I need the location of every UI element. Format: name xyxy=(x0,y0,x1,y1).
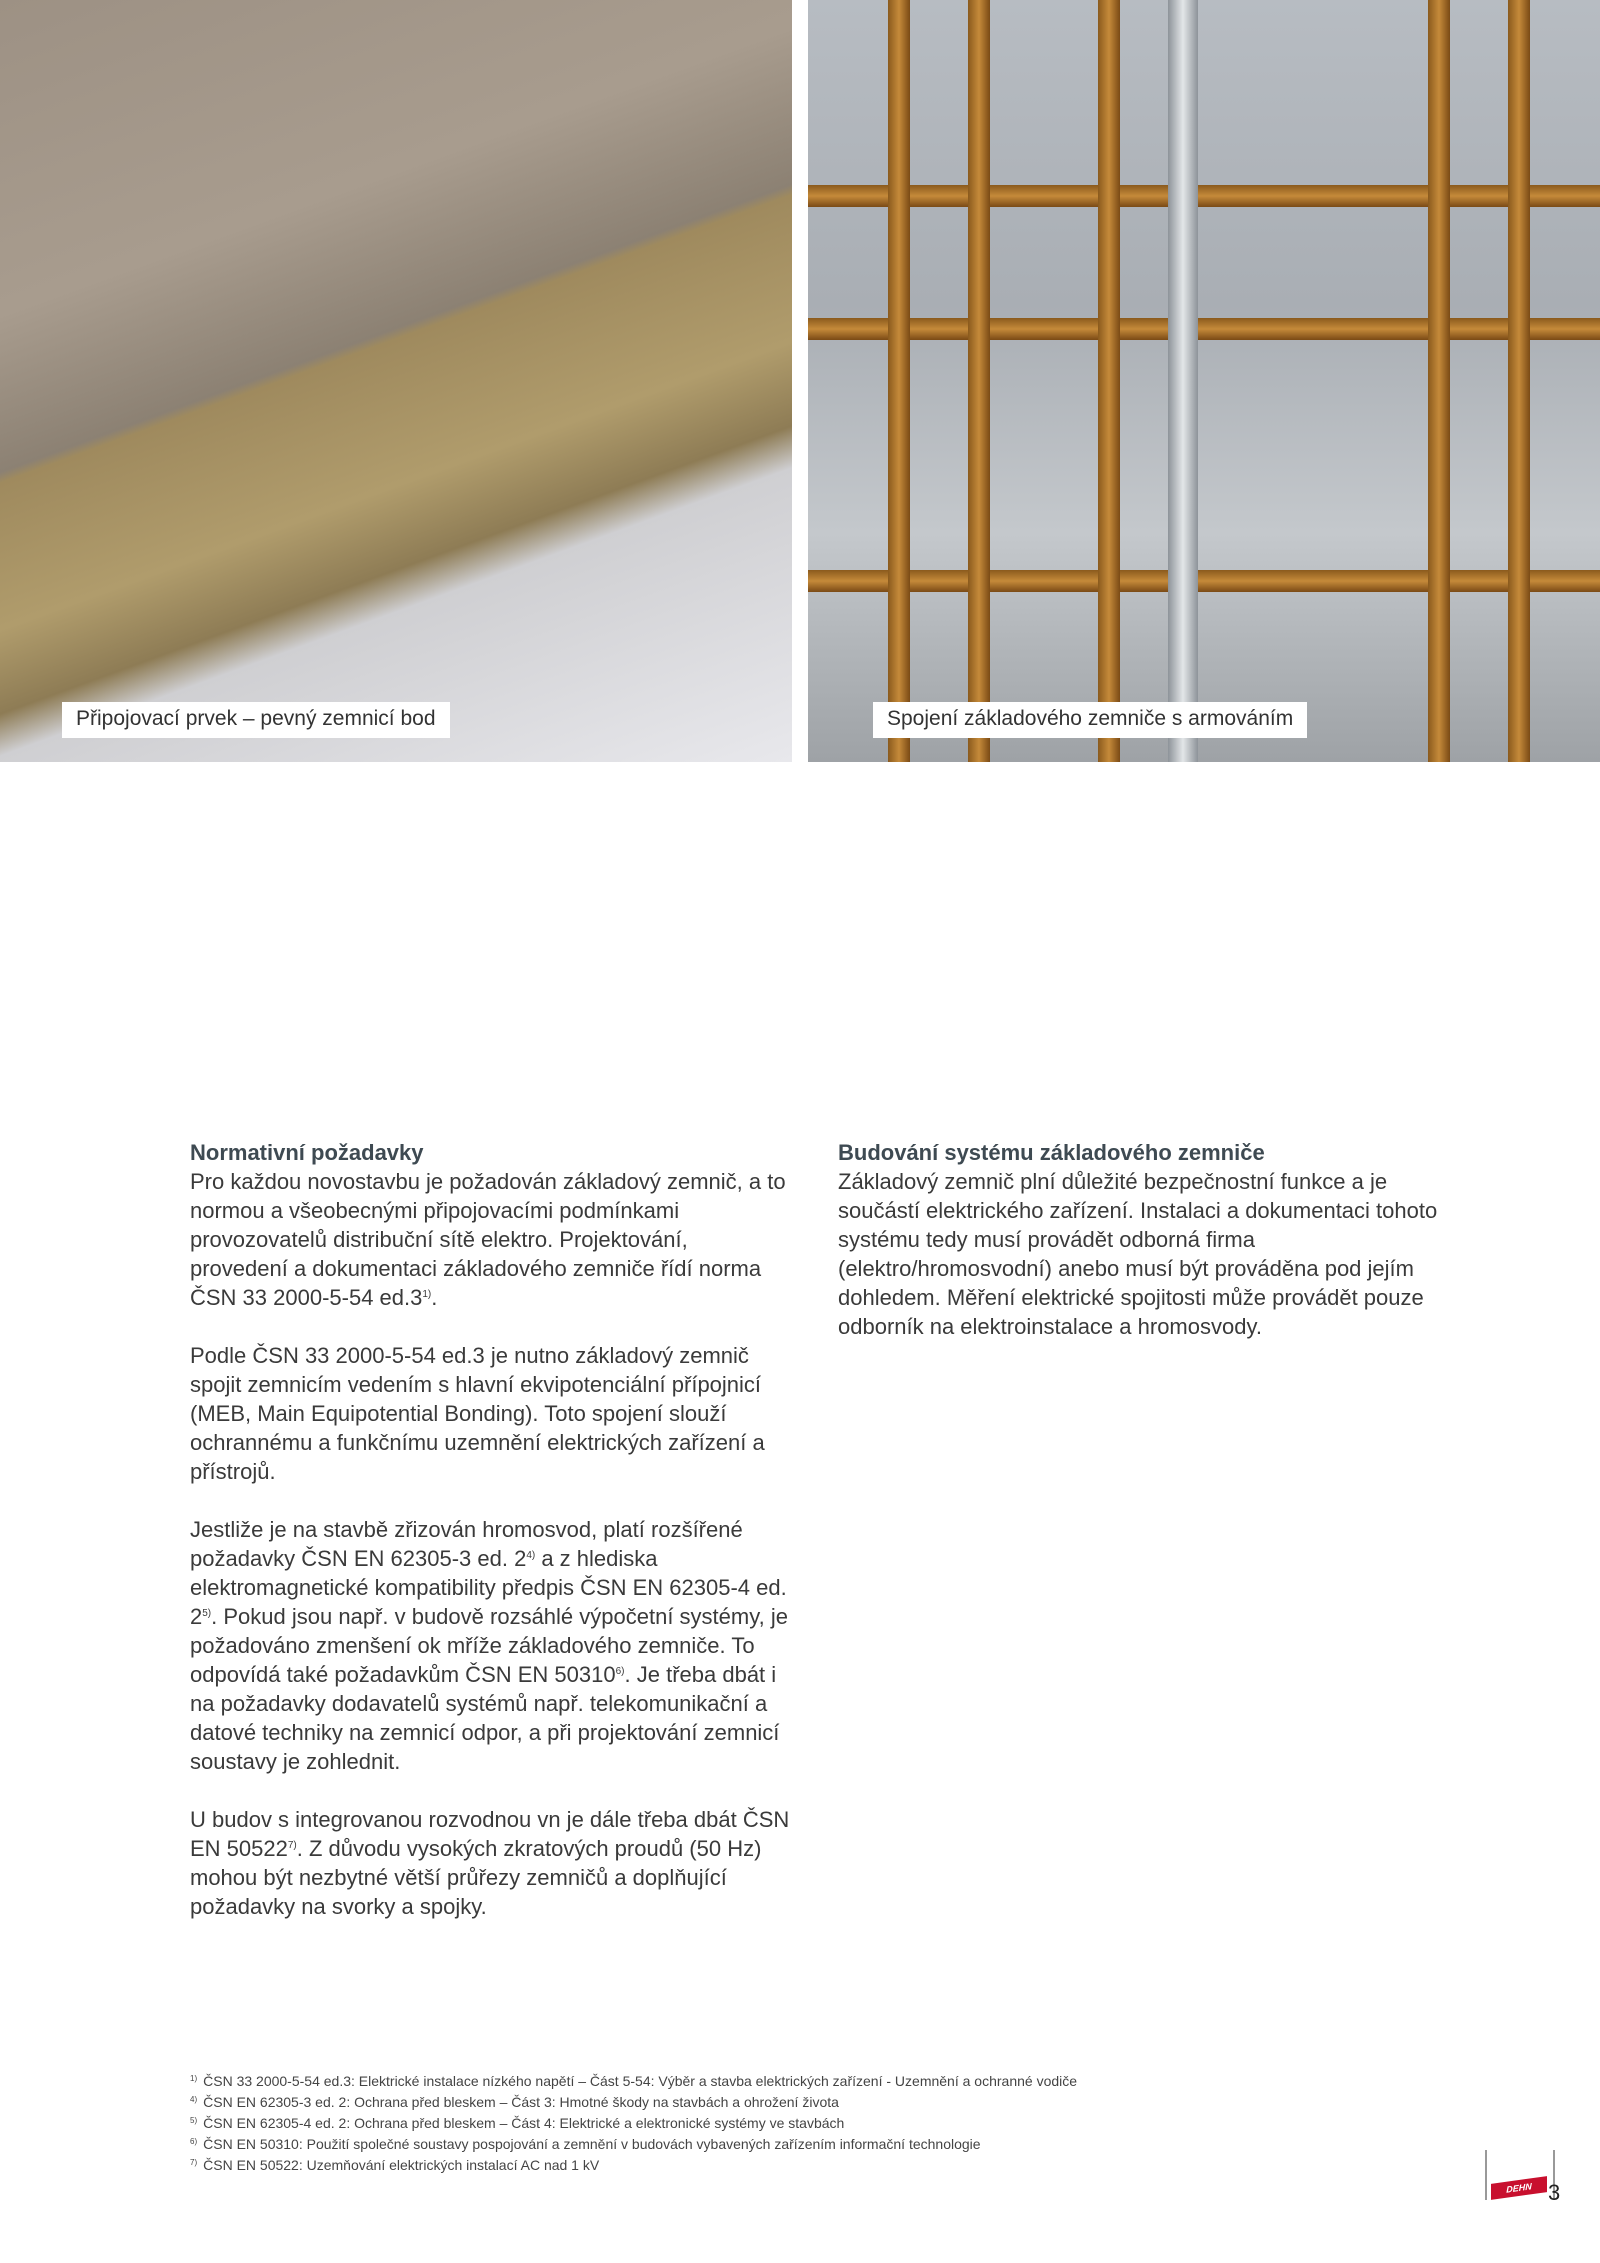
paragraph: Pro každou novostavbu je požadován základový zemnič, a to normou a všeobecnými připojovacími podmínkami provozovatelů distribuční sítě elektro. Projektování, provedení a dokumentaci základového zemniče řídí norma ČSN 33 2000-5-54 ed.3$^{1)}$. xyxy=(190,1169,786,1310)
photo-caption: Spojení základového zemniče s armováním xyxy=(873,702,1307,738)
paragraph: Jestliže je na stavbě zřizován hromosvod, platí rozšířené požadavky ČSN EN 62305-3 ed. 2$^{4)}$ a z hlediska elektromagnetické kompatibility předpis ČSN EN 62305-4 ed. 2$^{5)}$. Pokud jsou např. v budově rozsáhlé výpočetní systémy, je požadováno zmenšení ok mříže základového zemniče. To odpovídá také požadavkům ČSN EN 50310$^{6)}$. Je třeba dbát i na požadavky dodavatelů systémů např. telekomunikační a datové techniky na zemnicí odpor, a při projektování zemnicí soustavy je zohlednit. xyxy=(190,1517,788,1774)
paragraph: Podle ČSN 33 2000-5-54 ed.3 je nutno základový zemnič spojit zemnicím vedením s hlavní ekvipotenciální přípojnicí (MEB, Main Equipotential Bonding). Toto spojení slouží ochrannému a funkčnímu uzemnění elektrických zařízení a přístrojů. xyxy=(190,1343,765,1484)
right-column xyxy=(838,1138,1438,1370)
paragraph: U budov s integrovanou rozvodnou vn je dále třeba dbát ČSN EN 50522$^{7)}$. Z důvodu vysokých zkratových proudů (50 Hz) mohou být nezbytné větší průřezy zemničů a doplňující požadavky na svorky a spojky. xyxy=(190,1807,790,1919)
section-heading: Budování systému základového zemniče xyxy=(838,1140,1265,1165)
footnote: $^{4)}$ ČSN EN 62305-3 ed. 2: Ochrana před bleskem – Část 3: Hmotné škody na stavbách a ohrožení života xyxy=(190,2094,839,2110)
section-heading: Normativní požadavky xyxy=(190,1140,424,1165)
footnote: $^{6)}$ ČSN EN 50310: Použití společné soustavy pospojování a zemnění v budovách vybavených zařízením informační technologie xyxy=(190,2136,981,2152)
footnote: $^{5)}$ ČSN EN 62305-4 ed. 2: Ochrana před bleskem – Část 4: Elektrické a elektronické systémy ve stavbách xyxy=(190,2115,845,2131)
footnote: $^{7)}$ ČSN EN 50522: Uzemňování elektrických instalací AC nad 1 kV xyxy=(190,2157,600,2173)
photo-rebar-connection xyxy=(808,0,1600,762)
left-column xyxy=(190,1138,790,1950)
photo-grounding-point xyxy=(0,0,792,762)
logo-frame xyxy=(1485,2150,1555,2200)
photo-caption: Připojovací prvek – pevný zemnicí bod xyxy=(62,702,450,738)
footnote: $^{1)}$ ČSN 33 2000-5-54 ed.3: Elektrické instalace nízkého napětí – Část 5-54: Výběr a stavba elektrických zařízení - Uzemnění a ochranné vodiče xyxy=(190,2073,1078,2089)
dehn-logo: DEHN xyxy=(1491,2176,1547,2200)
paragraph: Základový zemnič plní důležité bezpečnostní funkce a je součástí elektrického zařízení. Instalaci a dokumentaci tohoto systému tedy musí provádět odborná firma (elektro/hromosvodní) anebo musí být prováděna pod jejím dohledem. Měření elektrické spojitosti může provádět pouze odborník na elektroinstalace a hromosvody. xyxy=(838,1169,1438,1339)
page-number: 3 xyxy=(1548,2180,1561,2205)
footnotes xyxy=(190,2071,1077,2176)
